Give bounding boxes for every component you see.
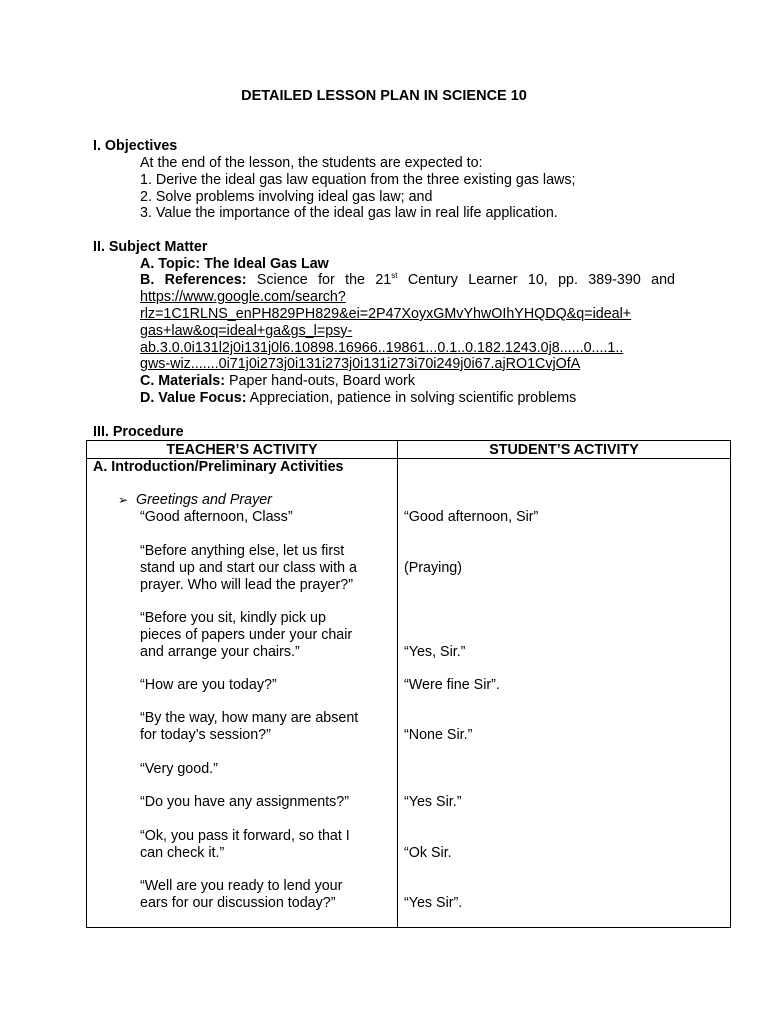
teacher-line: can check it.”: [140, 845, 225, 861]
reference-url-line[interactable]: rlz=1C1RLNS_enPH829PH829&ei=2P47XoyxGMvYhwOIhYHQDQ&q=ideal+: [140, 306, 632, 322]
student-line: “Yes Sir.”: [404, 794, 462, 810]
student-activity-cell: [398, 459, 731, 928]
student-line: (Praying): [404, 560, 462, 576]
objectives-heading: I. Objectives: [93, 138, 178, 154]
teacher-line: “Very good.”: [140, 761, 218, 777]
objective-item: 1. Derive the ideal gas law equation from the three existing gas laws;: [140, 172, 576, 188]
section-heading: A. Introduction/Preliminary Activities: [93, 459, 344, 475]
topic-line: A. Topic: The Ideal Gas Law: [140, 256, 329, 272]
student-activity-header: STUDENT’S ACTIVITY: [398, 441, 731, 459]
teacher-line: “Do you have any assignments?”: [140, 794, 350, 810]
procedure-table: [86, 440, 731, 928]
teacher-line: prayer. Who will lead the prayer?”: [140, 577, 353, 593]
teacher-line: “Before you sit, kindly pick up: [140, 610, 326, 626]
procedure-heading: III. Procedure: [93, 424, 184, 440]
teacher-line: “Ok, you pass it forward, so that I: [140, 828, 350, 844]
table-header-row: [87, 441, 731, 459]
objective-item: 3. Value the importance of the ideal gas law in real life application.: [140, 205, 558, 221]
teacher-line: “Well are you ready to lend your: [140, 878, 343, 894]
teacher-line: and arrange your chairs.”: [140, 644, 300, 660]
bullet-item: [118, 492, 272, 509]
teacher-line: for today’s session?”: [140, 727, 271, 743]
references-label: B. References:: [140, 272, 247, 288]
objective-item: 2. Solve problems involving ideal gas law; and: [140, 189, 433, 205]
references-text-a: Science for the 21: [256, 272, 392, 288]
reference-url-line[interactable]: ab.3.0.0i131l2j0i131j0l6.10898.16966..19861...0.1..0.182.1243.0j8......0....1..: [140, 340, 624, 356]
student-line: “Ok Sir.: [404, 845, 452, 861]
student-line: “Were fine Sir”.: [404, 677, 500, 693]
arrowhead-bullet-icon: ➢: [118, 493, 129, 507]
student-line: “Yes, Sir.”: [404, 644, 466, 660]
objectives-intro: At the end of the lesson, the students are expected to:: [140, 155, 483, 171]
teacher-line: “Good afternoon, Class”: [140, 509, 293, 525]
value-focus-text: Appreciation, patience in solving scientific problems: [249, 390, 577, 406]
teacher-line: “By the way, how many are absent: [140, 710, 359, 726]
student-line: “Good afternoon, Sir”: [404, 509, 539, 525]
student-line: “Yes Sir”.: [404, 895, 463, 911]
reference-url-line[interactable]: gas+law&oq=ideal+ga&gs_l=psy-: [140, 323, 353, 339]
teacher-line: “How are you today?”: [140, 677, 277, 693]
value-focus-line: [140, 390, 576, 407]
references-text-b: Century Learner 10, pp. 389-390 and: [407, 272, 675, 288]
references-superscript: st: [391, 271, 398, 280]
materials-line: [140, 373, 415, 390]
value-focus-label: D. Value Focus:: [140, 390, 247, 406]
teacher-activity-cell: [87, 459, 398, 928]
table-row: [87, 459, 731, 928]
teacher-activity-header: TEACHER’S ACTIVITY: [87, 441, 398, 459]
page-title: DETAILED LESSON PLAN IN SCIENCE 10: [241, 88, 527, 104]
reference-url-line[interactable]: gws-wiz.......0i71j0i273j0i131i273j0i131i273i70i249j0i67.ajRO1CvjOfA: [140, 356, 581, 372]
student-line: “None Sir.”: [404, 727, 473, 743]
subject-matter-heading: II. Subject Matter: [93, 239, 208, 255]
teacher-line: stand up and start our class with a: [140, 560, 357, 576]
teacher-line: pieces of papers under your chair: [140, 627, 353, 643]
reference-url-line[interactable]: https://www.google.com/search?: [140, 289, 346, 305]
teacher-line: “Before anything else, let us first: [140, 543, 345, 559]
materials-label: C. Materials:: [140, 373, 226, 389]
materials-text: Paper hand-outs, Board work: [229, 373, 415, 389]
references-line: [140, 272, 675, 289]
bullet-text: Greetings and Prayer: [136, 492, 272, 508]
teacher-line: ears for our discussion today?”: [140, 895, 336, 911]
